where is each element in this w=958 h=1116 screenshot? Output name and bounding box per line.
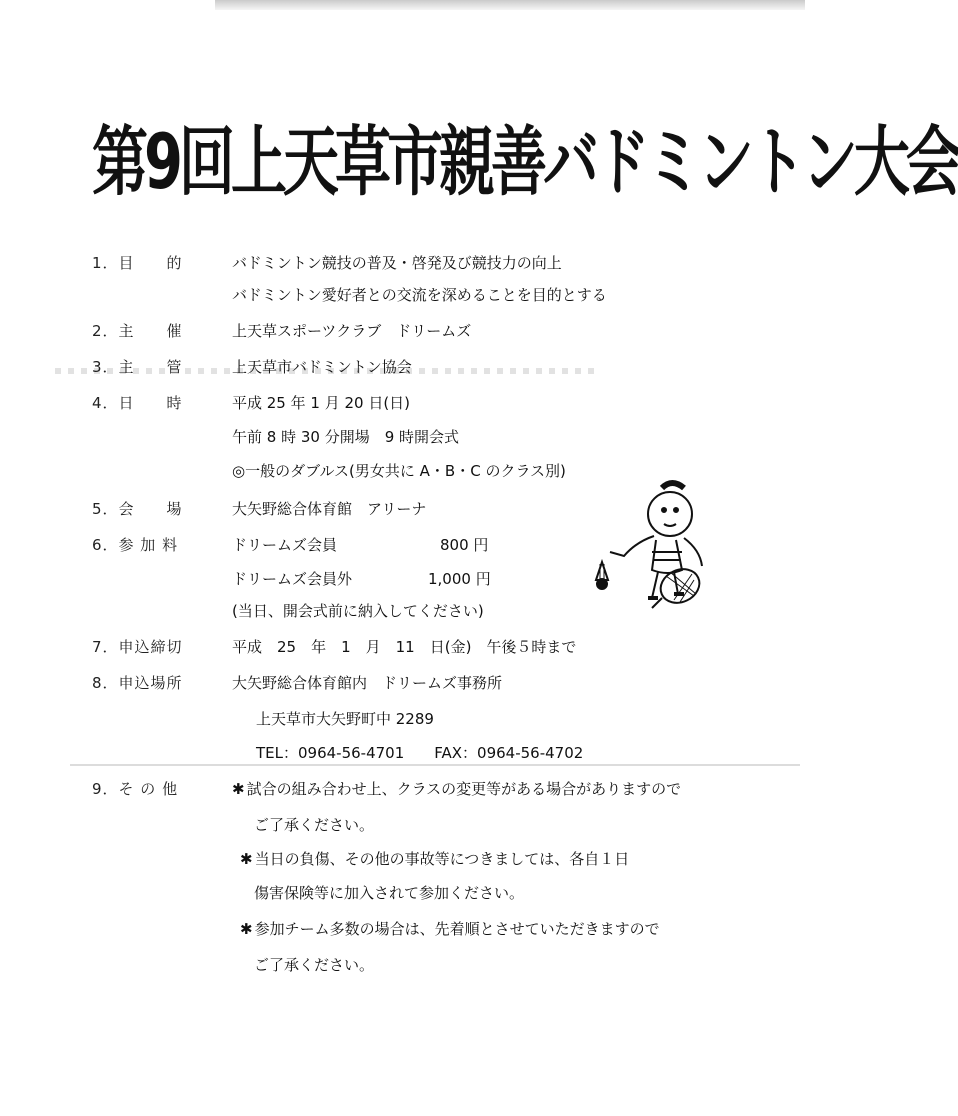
- fee-note: (当日、開会式前に納入してください): [232, 602, 484, 620]
- datetime-line-3: ◎一般のダブルス(男女共に A・B・C のクラス別): [232, 462, 566, 480]
- other-note-2: [240, 846, 629, 872]
- fee-nonmember-label: ドリームズ会員外: [232, 570, 353, 588]
- label-datetime: 4．日 時: [92, 394, 183, 412]
- item-manager: [0, 354, 813, 380]
- fee-nonmember-amount: 1,000 円: [428, 570, 491, 588]
- label-organizer: 2．主 催: [92, 322, 183, 340]
- deadline-value: 平成 25 年 1 月 11 日(金) 午後５時まで: [232, 638, 577, 656]
- item-other: [0, 776, 813, 802]
- label-purpose: 1．目 的: [92, 254, 183, 272]
- datetime-line-2: 午前 8 時 30 分開場 9 時開会式: [232, 428, 460, 446]
- item-other-cont-2: [0, 846, 813, 872]
- label-venue: 5．会 場: [92, 500, 183, 518]
- label-fee: 6．参 加 料: [92, 536, 179, 554]
- asterisk-icon: ✱: [240, 920, 253, 938]
- label-application: 8．申込場所: [92, 674, 183, 692]
- other-note-1: [232, 776, 681, 802]
- item-datetime-cont-1: [0, 424, 813, 450]
- item-datetime: [0, 390, 813, 416]
- other-note-2-line-2: 傷害保険等に加入されて参加ください。: [254, 884, 525, 902]
- other-note-1-line-1: 試合の組み合わせ上、クラスの変更等がある場合がありますので: [246, 780, 682, 798]
- badminton-player-illustration: [578, 480, 713, 615]
- asterisk-icon: ✱: [232, 780, 245, 798]
- item-other-cont-3: [0, 880, 813, 906]
- purpose-line-2: バドミントン愛好者との交流を深めることを目的とする: [232, 286, 607, 304]
- label-deadline: 7．申込締切: [92, 638, 183, 656]
- page-title: 第9回上天草市親善バドミントン大会: [92, 118, 958, 207]
- venue-value: 大矢野総合体育館 アリーナ: [232, 500, 427, 518]
- manager-value: 上天草市バドミントン協会: [232, 358, 412, 376]
- scan-edge-shadow: [215, 0, 805, 10]
- scan-line: [70, 764, 800, 766]
- item-application-cont-2: [0, 740, 813, 766]
- other-note-2-line-1: 当日の負傷、その他の事故等につきましては、各自１日: [254, 850, 630, 868]
- item-application: [0, 670, 813, 696]
- application-line-1: 大矢野総合体育館内 ドリームズ事務所: [232, 674, 503, 692]
- application-line-3: TEL：0964-56-4701 FAX：0964-56-4702: [256, 744, 584, 762]
- other-note-3-line-1: 参加チーム多数の場合は、先着順とさせていただきますので: [254, 920, 660, 938]
- label-manager: 3．主 管: [92, 358, 183, 376]
- datetime-line-1: 平成 25 年 1 月 20 日(日): [232, 394, 411, 412]
- fee-member-amount: 800 円: [440, 536, 489, 554]
- label-other: 9．そ の 他: [92, 780, 179, 798]
- asterisk-icon: ✱: [240, 850, 253, 868]
- other-note-3-line-2: ご了承ください。: [254, 956, 375, 974]
- purpose-line-1: バドミントン競技の普及・啓発及び競技力の向上: [232, 254, 562, 272]
- item-other-cont-1: [0, 812, 813, 838]
- item-deadline: [0, 634, 813, 660]
- organizer-value: 上天草スポーツクラブ ドリームズ: [232, 322, 472, 340]
- item-application-cont-1: [0, 706, 813, 732]
- other-note-3: [240, 916, 660, 942]
- item-purpose: [0, 250, 813, 276]
- other-note-1-line-2: ご了承ください。: [254, 816, 375, 834]
- item-other-cont-4: [0, 916, 813, 942]
- item-other-cont-5: [0, 952, 813, 978]
- application-line-2: 上天草市大矢野町中 2289: [256, 710, 434, 728]
- item-organizer: [0, 318, 813, 344]
- fee-member-label: ドリームズ会員: [232, 536, 338, 554]
- item-purpose-cont: [0, 282, 813, 308]
